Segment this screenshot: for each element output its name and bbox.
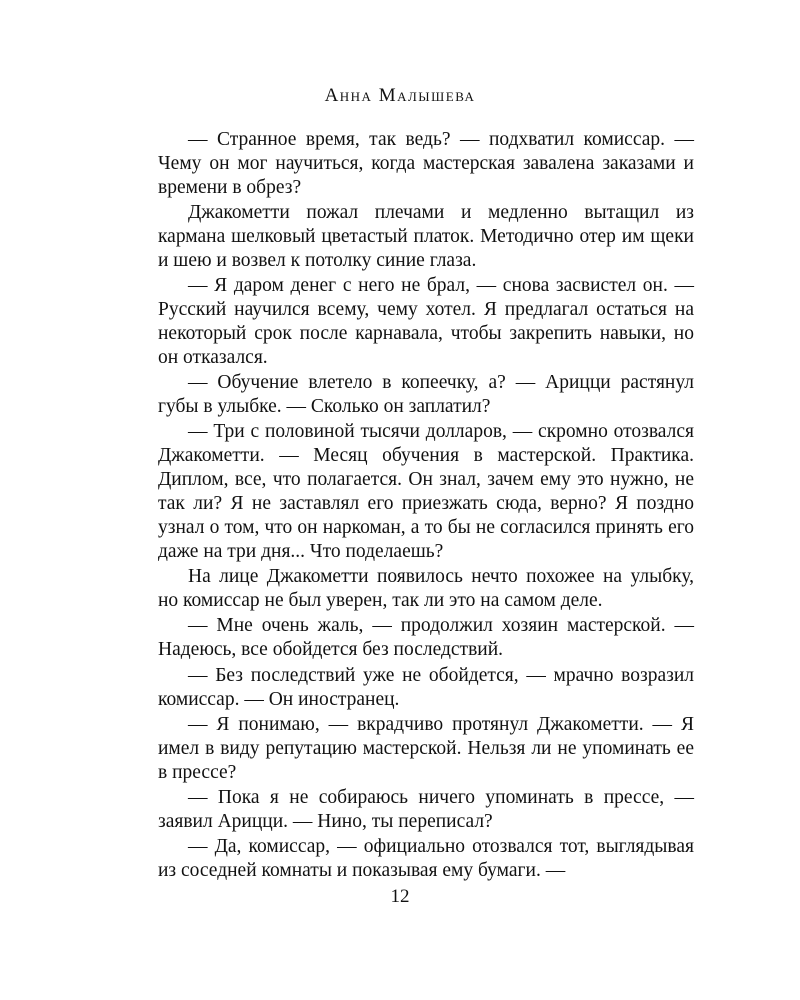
paragraph: — Без последствий уже не обойдется, — мрачно возразил комиссар. — Он иностранец. [158, 664, 694, 710]
paragraph: — Три с половиной тысячи долларов, — скромно отозвался Джакометти. — Месяц обучения в мастерской. Практика. Диплом, все, что полагается. Он знал, зачем ему это нужно, не так ли? Я не заставлял его приезжать сюда, верно? Я поздно узнал о том, что он наркоман, а то бы не согласился принять его даже на три дня... Что поделаешь? [158, 421, 694, 562]
paragraph: На лице Джакометти появилось нечто похожее на улыбку, но комиссар не был уверен, так ли это на самом деле. [158, 566, 694, 612]
page-number: 12 [390, 886, 410, 907]
running-header: Анна Малышева [324, 85, 476, 106]
paragraph: — Я понимаю, — вкрадчиво протянул Джакометти. — Я имел в виду репутацию мастерской. Нельзя ли не упоминать ее в прессе? [158, 713, 694, 783]
paragraph: — Обучение влетело в копеечку, а? — Арицци растянул губы в улыбке. — Сколько он заплатил? [158, 372, 694, 418]
paragraph: — Пока я не собираюсь ничего упоминать в прессе, — заявил Арицци. — Нино, ты переписал? [158, 786, 694, 832]
paragraph: — Странное время, так ведь? — подхватил комиссар. — Чему он мог научиться, когда мастерская завалена заказами и времени в обрез? [158, 129, 694, 198]
paragraph: — Да, комиссар, — официально отозвался тот, выглядывая из соседней комнаты и показывая ему бумаги. — [158, 836, 694, 882]
body-text [158, 128, 694, 884]
paragraph: — Мне очень жаль, — продолжил хозяин мастерской. — Надеюсь, все обойдется без последствий. [158, 615, 694, 661]
paragraph: — Я даром денег с него не брал, — снова засвистел он. — Русский научился всему, чему хотел. Я предлагал остаться на некоторый срок после карнавала, чтобы закрепить навыки, но он отказался. [158, 275, 694, 368]
paragraph: Джакометти пожал плечами и медленно вытащил из кармана шелковый цветастый платок. Методично отер им щеки и шею и возвел к потолку синие глаза. [158, 202, 694, 271]
